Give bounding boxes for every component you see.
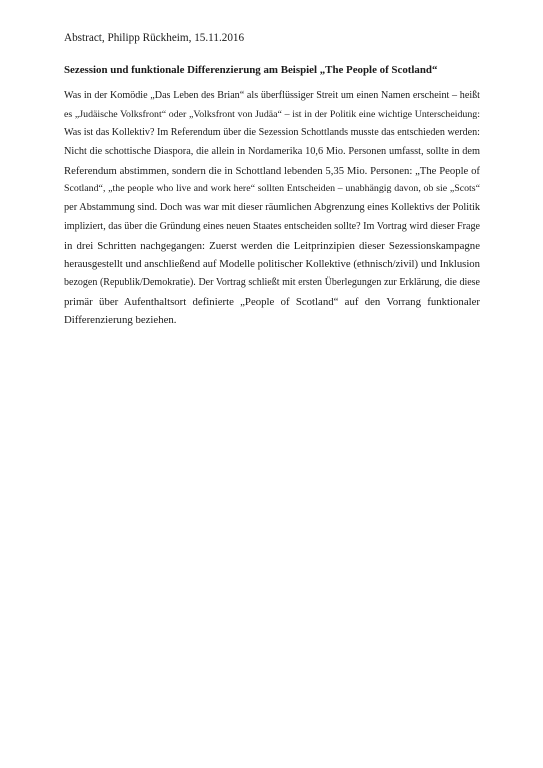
body-line: Was in der Komödie „Das Leben des Brian“ als überflüssiger Streit um einen Namen erscheint – heißt: [64, 90, 480, 101]
abstract-body: [64, 87, 480, 330]
body-line: impliziert, das über die Gründung eines neuen Staates entscheiden sollte? Im Vortrag wird dieser Frage: [64, 220, 480, 232]
body-line: Scotland“, „the people who live and work here“ sollten Entscheiden – unabhängig davon, ob sie „Scots“: [64, 183, 480, 195]
body-line: Referendum abstimmen, sondern die in Schottland lebenden 5,35 Mio. Personen: „The People of: [64, 164, 480, 177]
body-line: herausgestellt und anschließend auf Modelle politischer Kollektive (ethnisch/zivil) und Inklusion: [64, 258, 480, 271]
body-line: Differenzierung beziehen.: [64, 314, 177, 327]
body-line: es „Judäische Volksfront“ oder „Volksfront von Judäa“ – ist in der Politik eine wichtige Unterscheidung:: [64, 108, 480, 120]
body-line: primär über Aufenthaltsort definierte „People of Scotland“ auf den Vorrang funktionaler: [64, 295, 480, 308]
document-header: Abstract, Philipp Rückheim, 15.11.2016: [64, 32, 245, 44]
body-line: bezogen (Republik/Demokratie). Der Vortrag schließt mit ersten Überlegungen zur Erklärung, die diese: [64, 276, 480, 288]
abstract-title: Sezession und funktionale Differenzierung am Beispiel „The People of Scotland“: [64, 64, 438, 76]
body-line: Was ist das Kollektiv? Im Referendum über die Sezession Schottlands musste das entschieden werden:: [64, 127, 480, 139]
body-line: in drei Schritten nachgegangen: Zuerst werden die Leitprinzipien dieser Sezessionskampagne: [64, 239, 480, 252]
body-line: Nicht die schottische Diaspora, die allein in Nordamerika 10,6 Mio. Personen umfasst, sollte in dem: [64, 146, 480, 158]
body-line: per Abstammung sind. Doch was war mit dieser räumlichen Abgrenzung eines Kollektivs der Politik: [64, 202, 480, 214]
